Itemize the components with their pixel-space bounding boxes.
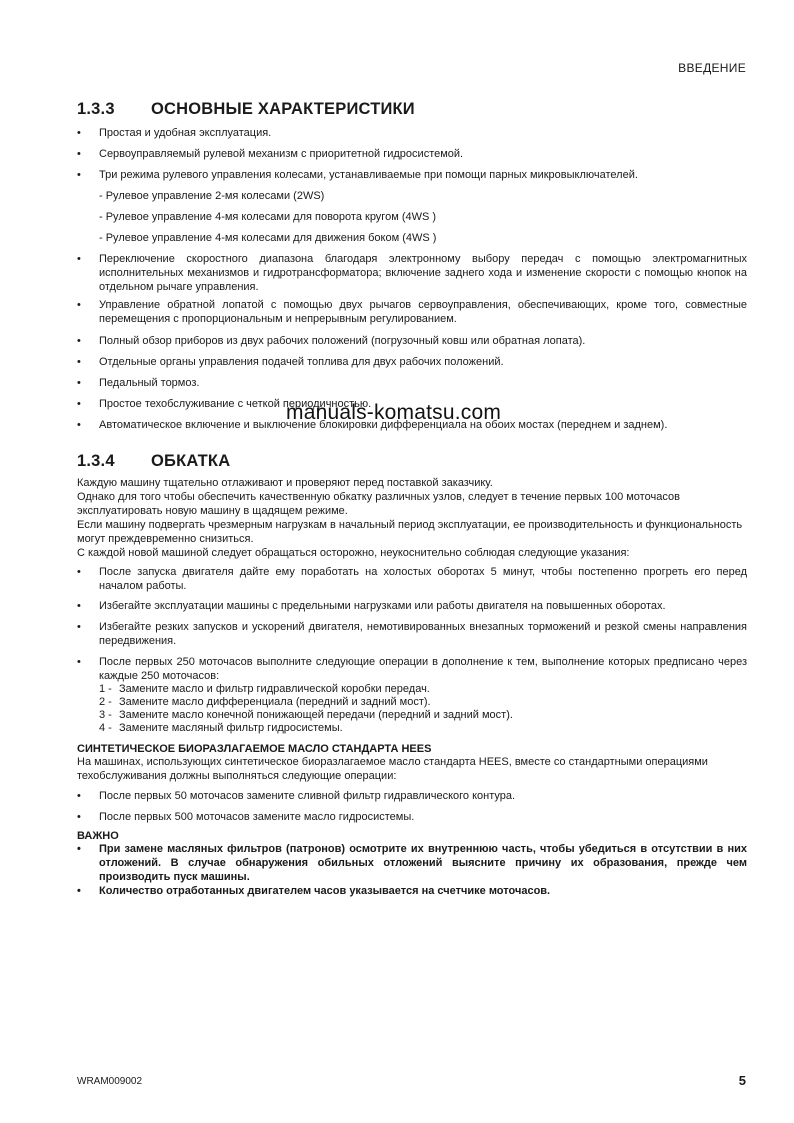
operation-item: 1 - Замените масло и фильтр гидравлической коробки передач. (99, 683, 430, 695)
list-item: • Управление обратной лопатой с помощью двух рычагов сервоуправления, обеспечивающих, кроме того, совместные перемещения с пропорциональным и непрерывным регулированием. (77, 299, 747, 325)
important-heading: ВАЖНО (77, 830, 119, 842)
list-item: • Отдельные органы управления подачей топлива для двух рабочих положений. (77, 356, 504, 368)
important-item: • Количество отработанных двигателем часов указывается на счетчике моточасов. (77, 885, 551, 897)
section-133-title (77, 100, 415, 119)
page-number: 5 (738, 1073, 746, 1088)
list-item: • Простая и удобная эксплуатация. (77, 127, 272, 139)
section-heading: ОБКАТКА (151, 452, 231, 470)
section-number: 1.3.3 (77, 100, 115, 118)
list-item: • После первых 50 моточасов замените сливной фильтр гидравлического контура. (77, 790, 516, 802)
section-heading: ОСНОВНЫЕ ХАРАКТЕРИСТИКИ (151, 100, 415, 118)
list-item: • Полный обзор приборов из двух рабочих положений (погрузочный ковш или обратная лопата). (77, 335, 586, 347)
list-item: • Избегайте эксплуатации машины с предельными нагрузками или работы двигателя на повышенных оборотах. (77, 600, 666, 612)
list-item: • После запуска двигателя дайте ему поработать на холостых оборотах 5 минут, чтобы постепенно прогреть его перед началом работы. (77, 566, 747, 592)
document-code: WRAM009002 (77, 1076, 143, 1087)
list-item: • Педальный тормоз. (77, 377, 200, 389)
section-number: 1.3.4 (77, 452, 115, 470)
list-item: • После первых 250 моточасов выполните следующие операции в дополнение к тем, выполнение которых предписано через каждые 250 моточасов: (77, 656, 747, 682)
hees-paragraph: На машинах, использующих синтетическое биоразлагаемое масло стандарта HEES, вместе со стандартными операциями техобслуживания должны выполняться следующие операции: (77, 756, 708, 782)
steering-mode-item: - Рулевое управление 4-мя колесами для движения боком (4WS ) (99, 232, 437, 244)
list-item: • Автоматическое включение и выключение блокировки дифференциала на обоих мостах (переднем и заднем). (77, 419, 668, 431)
list-item: • Избегайте резких запусков и ускорений двигателя, немотивированных внезапных торможений и резкой смены направления передвижения. (77, 621, 747, 647)
list-item: • Три режима рулевого управления колесами, устанавливаемые при помощи парных микровыключателей. (77, 169, 638, 181)
operation-item: 2 - Замените масло дифференциала (передний и задний мост). (99, 696, 431, 708)
steering-mode-item: - Рулевое управление 4-мя колесами для поворота кругом (4WS ) (99, 211, 437, 223)
watermark: manuals-komatsu.com (286, 401, 502, 424)
list-item: • После первых 500 моточасов замените масло гидросистемы. (77, 811, 415, 823)
operation-item: 4 - Замените масляный фильтр гидросистемы. (99, 722, 343, 734)
list-item: • Переключение скоростного диапазона благодаря электронному выбору передач с помощью электромагнитных исполнительных механизмов и гидротрансформатора; включение заднего хода и изменение скорости с помощью кнопок на отдельном рычаге управления. (77, 253, 747, 293)
section-134-title (77, 452, 230, 471)
list-item: • Простое техобслуживание с четкой периодичностью. (77, 398, 372, 410)
chapter-header: ВВЕДЕНИЕ (678, 61, 746, 75)
important-item: • При замене масляных фильтров (патронов) осмотрите их внутреннюю часть, чтобы убедиться в отсутствии в них отложений. В случае обнаружения обильных отложений выясните причину их образования, прежде чем производить пуск машины. (77, 843, 747, 883)
hees-heading: СИНТЕТИЧЕСКОЕ БИОРАЗЛАГАЕМОЕ МАСЛО СТАНДАРТА HEES (77, 743, 432, 755)
list-item: • Сервоуправляемый рулевой механизм с приоритетной гидросистемой. (77, 148, 464, 160)
steering-mode-item: - Рулевое управление 2-мя колесами (2WS) (99, 190, 325, 202)
operation-item: 3 - Замените масло конечной понижающей передачи (передний и задний мост). (99, 709, 513, 721)
intro-paragraph: Каждую машину тщательно отлаживают и проверяют перед поставкой заказчику. Однако для того чтобы обеспечить качественную обкатку различных узлов, следует в течение первых 100 моточасов эксплуатировать новую машину в щадящем режиме. Если машину подвергать чрезмерным нагрузкам в начальный период эксплуатации, ее производительность и функциональность могут преждевременно снизиться. С каждой новой машиной следует обращаться осторожно, неукоснительно соблюдая следующие указания: (77, 477, 743, 559)
